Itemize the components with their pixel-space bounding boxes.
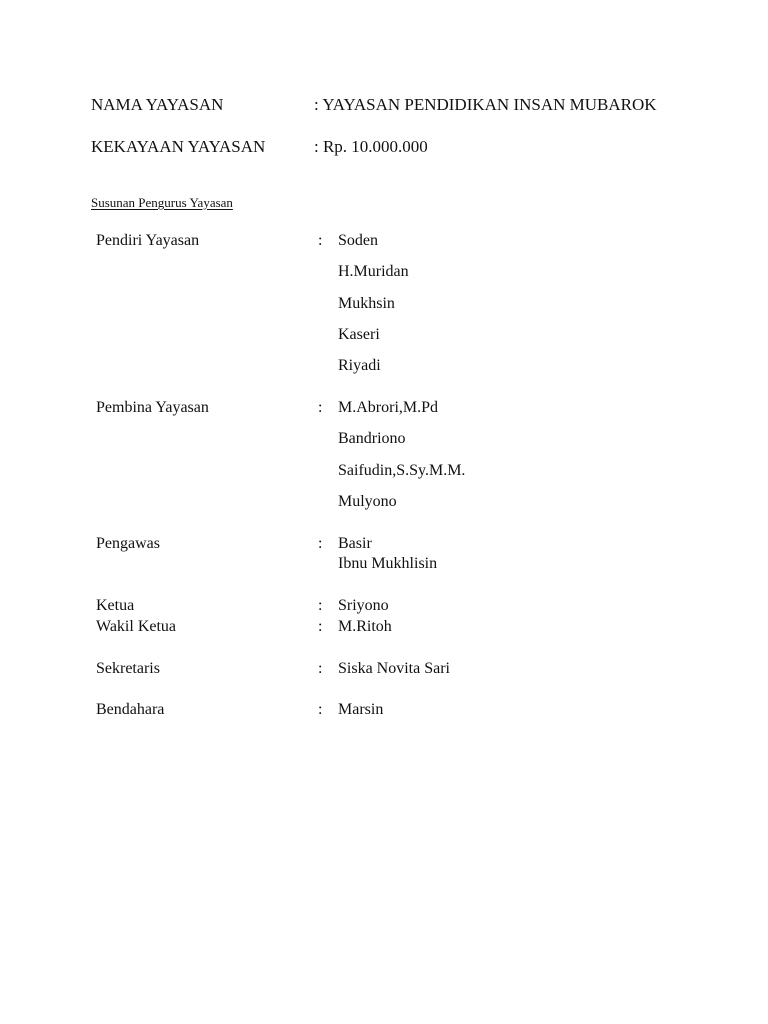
pembina-colon: : (318, 399, 323, 416)
bendahara-name: Marsin (338, 701, 384, 718)
pendiri-name: Kaseri (338, 326, 380, 343)
nama-yayasan-value: : YAYASAN PENDIDIKAN INSAN MUBAROK (314, 95, 657, 114)
pembina-name: Saifudin,S.Sy.M.M. (338, 462, 466, 479)
pengawas-name: Ibnu Mukhlisin (338, 555, 438, 572)
kekayaan-yayasan-value: : Rp. 10.000.000 (314, 137, 428, 156)
ketua-colon: : (318, 597, 323, 614)
pengawas-name: Basir (338, 535, 372, 552)
ketua-label: Ketua (96, 597, 135, 614)
sekretaris-label: Sekretaris (96, 660, 160, 677)
pembina-label: Pembina Yayasan (96, 399, 209, 416)
bendahara-colon: : (318, 701, 323, 718)
pendiri-name: Mukhsin (338, 295, 395, 312)
pengawas-colon: : (318, 535, 323, 552)
wakil-ketua-label: Wakil Ketua (96, 618, 177, 635)
wakil-ketua-name: M.Ritoh (338, 618, 392, 635)
sekretaris-colon: : (318, 660, 323, 677)
pendiri-name: Riyadi (338, 357, 381, 374)
pengawas-label: Pengawas (96, 535, 160, 552)
ketua-name: Sriyono (338, 597, 389, 614)
pendiri-name: H.Muridan (338, 263, 409, 280)
pembina-name: Mulyono (338, 493, 397, 510)
nama-yayasan-label: NAMA YAYASAN (91, 95, 224, 114)
sekretaris-name: Siska Novita Sari (338, 660, 450, 677)
pendiri-colon: : (318, 232, 323, 249)
bendahara-label: Bendahara (96, 701, 165, 718)
pendiri-name: Soden (338, 232, 378, 249)
pendiri-label: Pendiri Yayasan (96, 232, 200, 249)
section-title: Susunan Pengurus Yayasan (91, 195, 233, 210)
pembina-name: Bandriono (338, 430, 406, 447)
pembina-name: M.Abrori,M.Pd (338, 399, 439, 416)
wakil-ketua-colon: : (318, 618, 323, 635)
kekayaan-yayasan-label: KEKAYAAN YAYASAN (91, 137, 266, 156)
